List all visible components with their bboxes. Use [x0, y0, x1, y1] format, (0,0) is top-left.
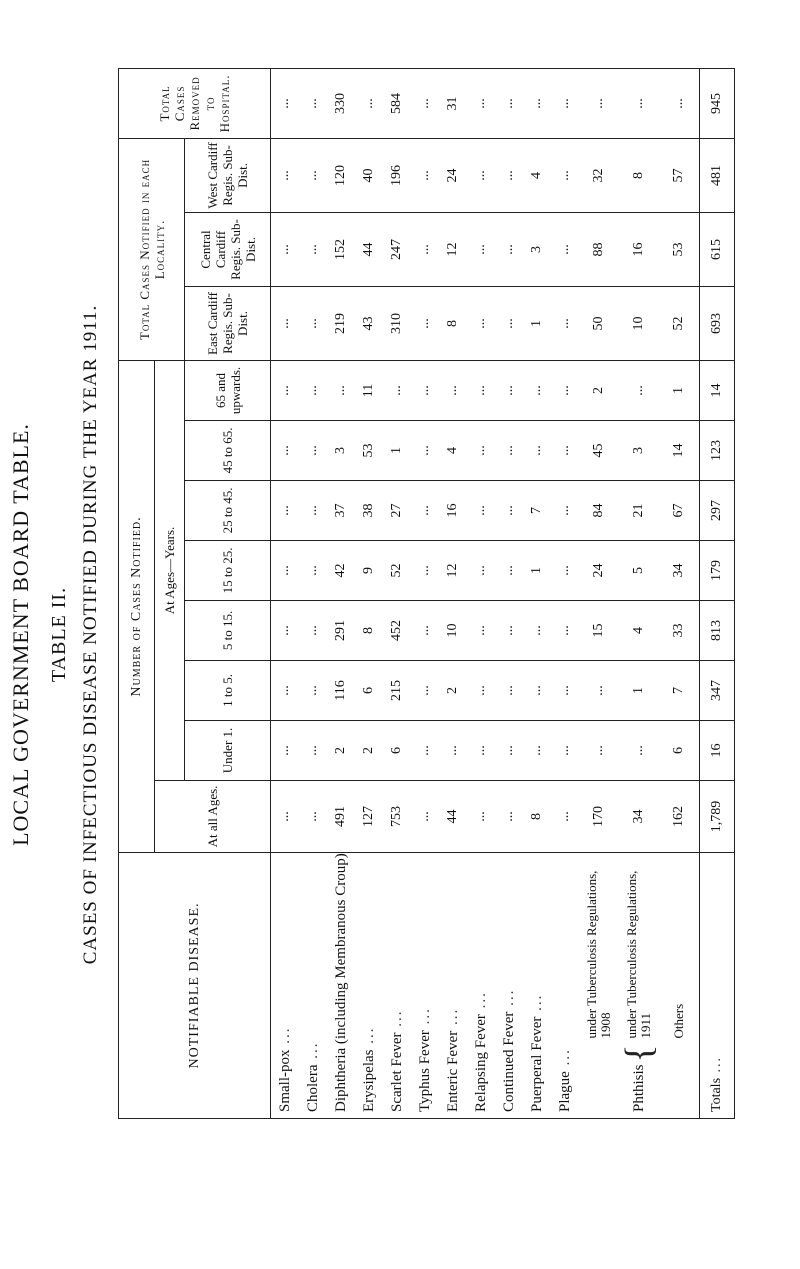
cell-value: 152 — [327, 212, 355, 286]
cell-value: 4 — [619, 600, 659, 660]
cell-value: 215 — [383, 660, 411, 720]
cell-value: 42 — [327, 540, 355, 600]
cell-value: ... — [551, 286, 579, 360]
disease-name — [355, 852, 383, 1118]
cell-value: ... — [271, 780, 300, 852]
cell-value: 40 — [355, 138, 383, 212]
cell-value: 1 — [383, 420, 411, 480]
cell-value: ... — [271, 480, 300, 540]
cell-value: 1,789 — [700, 780, 735, 852]
cell-value: ... — [411, 212, 439, 286]
cell-value: 945 — [700, 68, 735, 138]
table-number: TABLE II. — [48, 586, 70, 683]
cell-value: 10 — [619, 286, 659, 360]
table-row — [467, 68, 495, 1118]
cell-value: 9 — [355, 540, 383, 600]
cell-value: 50 — [579, 286, 619, 360]
cell-value: 16 — [439, 480, 467, 540]
disease-name — [271, 852, 300, 1118]
totals-row — [700, 68, 735, 1118]
cell-value: ... — [495, 360, 523, 420]
cell-value: ... — [271, 212, 300, 286]
cell-value: ... — [495, 480, 523, 540]
cell-value: 31 — [439, 68, 467, 138]
cell-value: 179 — [700, 540, 735, 600]
disease-label: Plague — [556, 1071, 573, 1112]
cell-value: 10 — [439, 600, 467, 660]
cell-value: 67 — [659, 480, 700, 540]
cell-value: ... — [299, 600, 327, 660]
dot-leader: ... — [388, 1009, 405, 1033]
cell-value: ... — [495, 68, 523, 138]
disease-name — [383, 852, 411, 1118]
cell-value: ... — [523, 420, 551, 480]
cell-value: ... — [495, 212, 523, 286]
cell-value: 16 — [619, 212, 659, 286]
cell-value: 27 — [383, 480, 411, 540]
cell-value: 196 — [383, 138, 411, 212]
cell-value: ... — [271, 68, 300, 138]
locality-subdistrict-header: Central Cardiff Regis. Sub-Dist. — [185, 212, 271, 286]
cell-value: ... — [579, 720, 619, 780]
cell-value: ... — [467, 138, 495, 212]
cell-value: 2 — [327, 720, 355, 780]
cell-value: ... — [411, 360, 439, 420]
cell-value: ... — [271, 540, 300, 600]
dot-leader: ... — [416, 1007, 433, 1031]
cell-value: 170 — [579, 780, 619, 852]
cell-value: ... — [495, 286, 523, 360]
cell-value: ... — [467, 480, 495, 540]
cell-value: 813 — [700, 600, 735, 660]
all-ages-header: At all Ages. — [155, 780, 271, 852]
cell-value: 3 — [327, 420, 355, 480]
table-row — [659, 68, 700, 1118]
cell-value: ... — [551, 600, 579, 660]
cell-value: ... — [467, 780, 495, 852]
cell-value: ... — [271, 600, 300, 660]
cell-value: ... — [467, 420, 495, 480]
cell-value: ... — [271, 360, 300, 420]
cell-value: 4 — [439, 420, 467, 480]
cell-value: ... — [523, 600, 551, 660]
cell-value: ... — [411, 720, 439, 780]
cell-value: ... — [551, 720, 579, 780]
cell-value: ... — [411, 420, 439, 480]
cell-value: ... — [271, 420, 300, 480]
cell-value: 481 — [700, 138, 735, 212]
cell-value: 2 — [439, 660, 467, 720]
disease-name — [523, 852, 551, 1118]
cell-value: 32 — [579, 138, 619, 212]
cell-value: ... — [411, 480, 439, 540]
cell-value: 1 — [659, 360, 700, 420]
cell-value: 44 — [439, 780, 467, 852]
cell-value: 116 — [327, 660, 355, 720]
cell-value: 247 — [383, 212, 411, 286]
disease-label: Continued Fever — [500, 1011, 517, 1112]
phthisis-subcategory: Others — [659, 852, 700, 1040]
cell-value: ... — [299, 480, 327, 540]
cell-value: ... — [439, 720, 467, 780]
phthisis-label: Phthisis — [579, 1067, 700, 1119]
cell-value: ... — [467, 720, 495, 780]
disease-label: Small-pox — [276, 1049, 293, 1112]
dot-leader: ... — [709, 1055, 724, 1078]
disease-label: Scarlet Fever — [388, 1032, 405, 1112]
cell-value: ... — [467, 68, 495, 138]
cell-value: ... — [659, 68, 700, 138]
age-group-header: 45 to 65. — [185, 420, 271, 480]
dot-leader: ... — [500, 988, 517, 1012]
cell-value: ... — [299, 360, 327, 420]
cell-value: ... — [299, 420, 327, 480]
cell-value: ... — [495, 660, 523, 720]
cell-value: 120 — [327, 138, 355, 212]
table-row — [551, 68, 579, 1118]
cell-value: 52 — [659, 286, 700, 360]
age-group-header: 1 to 5. — [185, 660, 271, 720]
cell-value: ... — [523, 720, 551, 780]
cell-value: 1 — [523, 540, 551, 600]
cell-value: 162 — [659, 780, 700, 852]
cell-value: ... — [439, 360, 467, 420]
cell-value: ... — [619, 68, 659, 138]
disease-name — [299, 852, 327, 1118]
cell-value: ... — [299, 780, 327, 852]
phthisis-subcategory: under Tuberculosis Regulations, 1911 — [619, 852, 659, 1040]
totals-label — [700, 852, 735, 1118]
cell-value: ... — [551, 68, 579, 138]
cell-value: 34 — [659, 540, 700, 600]
cell-value: 347 — [700, 660, 735, 720]
cell-value: 123 — [700, 420, 735, 480]
cell-value: ... — [299, 540, 327, 600]
cell-value: 57 — [659, 138, 700, 212]
hospital-header: Total Cases Removed to Hospital. — [119, 68, 271, 138]
cell-value: ... — [299, 212, 327, 286]
cell-value: ... — [467, 286, 495, 360]
cell-value: 43 — [355, 286, 383, 360]
cell-value: 310 — [383, 286, 411, 360]
at-ages-header: At Ages—Years. — [155, 360, 185, 780]
cell-value: ... — [619, 720, 659, 780]
cell-value: ... — [411, 780, 439, 852]
cell-value: 88 — [579, 212, 619, 286]
cell-value: ... — [383, 360, 411, 420]
cell-value: ... — [411, 660, 439, 720]
cell-value: 330 — [327, 68, 355, 138]
cell-value: 84 — [579, 480, 619, 540]
cell-value: 53 — [659, 212, 700, 286]
page-title: LOCAL GOVERNMENT BOARD TABLE. — [8, 423, 33, 846]
table-body — [271, 68, 735, 1118]
dot-leader: ... — [556, 1048, 573, 1072]
cell-value: ... — [411, 540, 439, 600]
number-notified-header: Number of Cases Notified. — [119, 360, 155, 852]
cell-value: ... — [467, 600, 495, 660]
phthisis-subcategory: under Tuberculosis Regulations, 1908 — [579, 852, 619, 1040]
disease-label: Puerperal Fever — [528, 1016, 545, 1112]
cell-value: 2 — [579, 360, 619, 420]
age-group-header: 25 to 45. — [185, 480, 271, 540]
table-row — [495, 68, 523, 1118]
notification-table — [118, 68, 735, 1119]
cell-value: ... — [271, 720, 300, 780]
disease-label: Typhus Fever — [416, 1030, 433, 1112]
dot-leader: ... — [444, 1007, 461, 1031]
cell-value: ... — [495, 720, 523, 780]
table-row — [523, 68, 551, 1118]
cell-value: 24 — [439, 138, 467, 212]
dot-leader: ... — [528, 993, 545, 1017]
cell-value: 15 — [579, 600, 619, 660]
cell-value: 14 — [700, 360, 735, 420]
cell-value: 38 — [355, 480, 383, 540]
cell-value: ... — [551, 480, 579, 540]
age-group-header: 5 to 15. — [185, 600, 271, 660]
cell-value: ... — [551, 420, 579, 480]
cell-value: 615 — [700, 212, 735, 286]
cell-value: 52 — [383, 540, 411, 600]
cell-value: 11 — [355, 360, 383, 420]
cell-value: 297 — [700, 480, 735, 540]
table-row — [271, 68, 300, 1118]
cell-value: ... — [467, 212, 495, 286]
cell-value: 7 — [659, 660, 700, 720]
cell-value: 6 — [659, 720, 700, 780]
cell-value: ... — [411, 286, 439, 360]
table-row — [327, 68, 355, 1118]
cell-value: 2 — [355, 720, 383, 780]
dot-leader: ... — [304, 1041, 321, 1065]
locality-subdistrict-header: East Cardiff Regis. Sub-Dist. — [185, 286, 271, 360]
cell-value: 6 — [355, 660, 383, 720]
cell-value: ... — [579, 68, 619, 138]
totals-text: Totals — [709, 1077, 724, 1112]
cell-value: ... — [551, 138, 579, 212]
disease-name — [411, 852, 439, 1118]
disease-column-header: NOTIFIABLE DISEASE. — [119, 852, 271, 1118]
table-row — [383, 68, 411, 1118]
cell-value: 37 — [327, 480, 355, 540]
table-row — [411, 68, 439, 1118]
cell-value: 12 — [439, 212, 467, 286]
cell-value: ... — [551, 212, 579, 286]
cell-value: 44 — [355, 212, 383, 286]
cell-value: ... — [495, 780, 523, 852]
cell-value: ... — [551, 660, 579, 720]
cell-value: ... — [523, 68, 551, 138]
disease-label: Erysipelas — [360, 1049, 377, 1112]
locality-subdistrict-header: West Cardiff Regis. Sub-Dist. — [185, 138, 271, 212]
cell-value: ... — [523, 360, 551, 420]
cell-value: 4 — [523, 138, 551, 212]
cell-value: ... — [467, 660, 495, 720]
cell-value: ... — [299, 286, 327, 360]
cell-value: 34 — [619, 780, 659, 852]
table-row — [355, 68, 383, 1118]
cell-value: ... — [551, 360, 579, 420]
disease-name — [467, 852, 495, 1118]
table-row — [579, 68, 619, 1118]
cell-value: 1 — [523, 286, 551, 360]
cell-value: 5 — [619, 540, 659, 600]
disease-label: Diphtheria (including Membranous Croup) — [332, 853, 349, 1112]
cell-value: ... — [271, 660, 300, 720]
cell-value: 21 — [619, 480, 659, 540]
disease-name — [327, 852, 355, 1118]
cell-value: ... — [411, 68, 439, 138]
cell-value: ... — [551, 780, 579, 852]
cell-value: ... — [495, 420, 523, 480]
cell-value: 6 — [383, 720, 411, 780]
cell-value: 45 — [579, 420, 619, 480]
cell-value: 12 — [439, 540, 467, 600]
dot-leader: ... — [360, 1026, 377, 1050]
cell-value: 584 — [383, 68, 411, 138]
age-group-header: Under 1. — [185, 720, 271, 780]
cell-value: 8 — [619, 138, 659, 212]
dot-leader: ... — [276, 1026, 293, 1050]
table-row — [619, 68, 659, 1118]
table-row — [299, 68, 327, 1118]
cell-value: ... — [495, 540, 523, 600]
brace-glyph: { — [618, 1044, 660, 1063]
cell-value: ... — [411, 600, 439, 660]
disease-label: Cholera — [304, 1064, 321, 1112]
cell-value: ... — [299, 660, 327, 720]
cell-value: ... — [551, 540, 579, 600]
disease-name — [495, 852, 523, 1118]
cell-value: ... — [271, 286, 300, 360]
cell-value: 127 — [355, 780, 383, 852]
cell-value: 16 — [700, 720, 735, 780]
cell-value: 693 — [700, 286, 735, 360]
cell-value: 3 — [523, 212, 551, 286]
cell-value: ... — [467, 360, 495, 420]
age-group-header: 65 and upwards. — [185, 360, 271, 420]
disease-name — [551, 852, 579, 1118]
cell-value: 8 — [523, 780, 551, 852]
cell-value: 14 — [659, 420, 700, 480]
cell-value: ... — [299, 720, 327, 780]
disease-label: Relapsing Fever — [472, 1014, 489, 1112]
table-caption: CASES OF INFECTIOUS DISEASE NOTIFIED DURING THE YEAR 1911. — [80, 304, 101, 965]
cell-value: 8 — [355, 600, 383, 660]
cell-value: ... — [495, 138, 523, 212]
cell-value: ... — [411, 138, 439, 212]
cell-value: ... — [299, 68, 327, 138]
age-group-header: 15 to 25. — [185, 540, 271, 600]
table-row — [439, 68, 467, 1118]
cell-value: 1 — [619, 660, 659, 720]
cell-value: ... — [355, 68, 383, 138]
cell-value: 7 — [523, 480, 551, 540]
cell-value: ... — [299, 138, 327, 212]
dot-leader: ... — [472, 991, 489, 1015]
cell-value: ... — [271, 138, 300, 212]
cell-value: 24 — [579, 540, 619, 600]
cell-value: ... — [619, 360, 659, 420]
disease-label: Enteric Fever — [444, 1030, 461, 1112]
cell-value: 291 — [327, 600, 355, 660]
cell-value: 491 — [327, 780, 355, 852]
cell-value: 3 — [619, 420, 659, 480]
cell-value: 53 — [355, 420, 383, 480]
cell-value: ... — [327, 360, 355, 420]
locality-header: Total Cases Notified in each Locality. — [119, 138, 185, 360]
cell-value: 219 — [327, 286, 355, 360]
cell-value: 452 — [383, 600, 411, 660]
cell-value: ... — [523, 660, 551, 720]
cell-value: ... — [495, 600, 523, 660]
disease-name — [439, 852, 467, 1118]
cell-value: ... — [579, 660, 619, 720]
cell-value: ... — [467, 540, 495, 600]
cell-value: 33 — [659, 600, 700, 660]
cell-value: 8 — [439, 286, 467, 360]
cell-value: 753 — [383, 780, 411, 852]
